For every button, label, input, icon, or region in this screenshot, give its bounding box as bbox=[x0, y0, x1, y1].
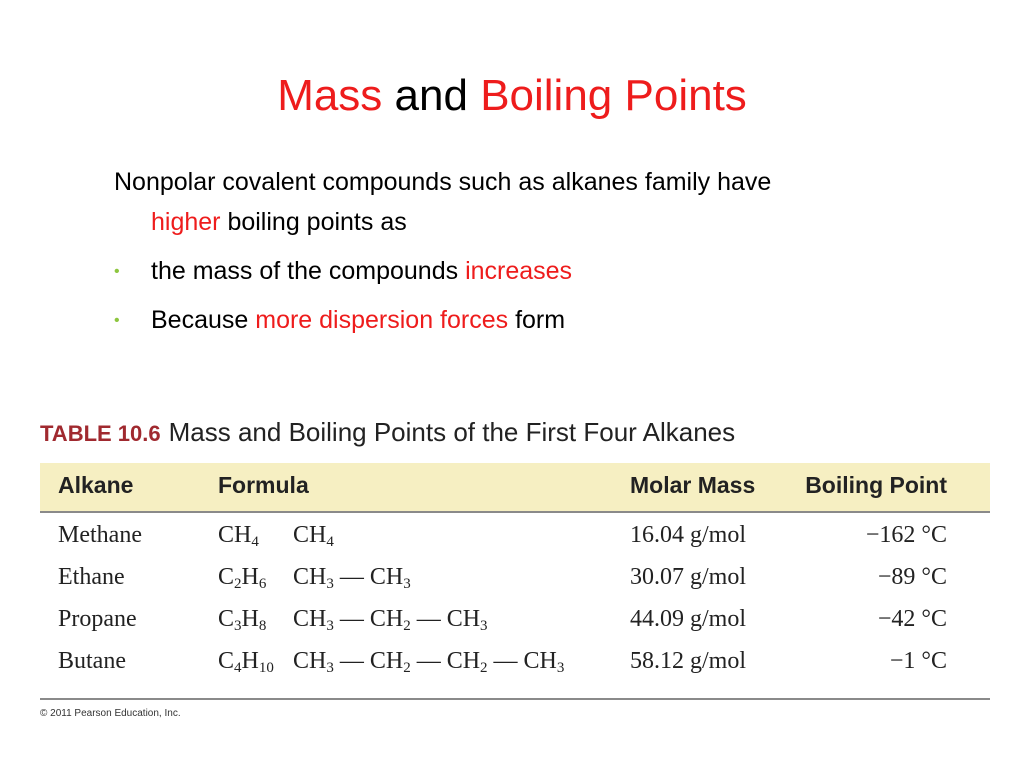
table-row bbox=[40, 602, 990, 642]
formula-cell: $C_2H_6$ bbox=[218, 564, 267, 592]
boiling-point-cell: −89 °C bbox=[877, 564, 947, 590]
bullet-item bbox=[114, 300, 565, 341]
table-header bbox=[40, 463, 990, 513]
bullet-text: Because bbox=[151, 306, 256, 334]
title-boiling-points: Boiling Points bbox=[480, 71, 747, 120]
header-boiling-point: Boiling Point bbox=[805, 472, 947, 498]
alkane-cell: Propane bbox=[58, 606, 137, 632]
header-molar-mass: Molar Mass bbox=[630, 472, 756, 498]
intro-rest: boiling points as bbox=[220, 208, 407, 236]
table-row bbox=[40, 518, 990, 558]
bullet-highlight: increases bbox=[465, 257, 573, 285]
alkane-cell: Ethane bbox=[58, 564, 125, 590]
molar-mass-cell: 58.12 g/mol bbox=[630, 648, 747, 674]
intro-paragraph bbox=[114, 162, 954, 242]
bullet-marker: • bbox=[114, 263, 120, 281]
intro-line: Nonpolar covalent compounds such as alkanes family have bbox=[114, 168, 772, 196]
table-row bbox=[40, 560, 990, 600]
bullet-after: form bbox=[508, 306, 566, 334]
molar-mass-cell: 30.07 g/mol bbox=[630, 564, 747, 590]
molar-mass-cell: 16.04 g/mol bbox=[630, 522, 747, 548]
table-caption bbox=[40, 414, 735, 452]
bullet-text: the mass of the compounds bbox=[151, 257, 466, 285]
bullet-marker: • bbox=[114, 312, 120, 330]
title-mass: Mass bbox=[277, 71, 383, 120]
boiling-point-cell: −1 °C bbox=[889, 648, 947, 674]
formula-cell: $C_3H_8$ bbox=[218, 606, 267, 634]
table-row bbox=[40, 644, 990, 684]
formula-cell: $CH_4$ bbox=[218, 522, 259, 550]
intro-continuation bbox=[114, 202, 954, 242]
structure-cell: $CH_3$ — $CH_2$ — $CH_3$ bbox=[293, 606, 488, 634]
bullet-highlight: more dispersion forces bbox=[255, 306, 509, 334]
slide-title bbox=[0, 68, 1024, 124]
table-label: TABLE 10.6 bbox=[40, 421, 161, 446]
alkane-cell: Methane bbox=[58, 522, 142, 548]
formula-cell: $C_4H_{10}$ bbox=[218, 648, 274, 676]
table-caption-text: Mass and Boiling Points of the First Four Alkanes bbox=[168, 417, 736, 447]
title-and: and bbox=[382, 71, 481, 120]
table-bottom-rule bbox=[40, 698, 990, 700]
molar-mass-cell: 44.09 g/mol bbox=[630, 606, 747, 632]
header-formula: Formula bbox=[218, 472, 309, 498]
header-alkane: Alkane bbox=[58, 472, 134, 498]
boiling-point-cell: −162 °C bbox=[865, 522, 947, 548]
alkane-cell: Butane bbox=[58, 648, 126, 674]
copyright-notice: © 2011 Pearson Education, Inc. bbox=[40, 708, 181, 719]
intro-higher: higher bbox=[151, 208, 221, 236]
bullet-item bbox=[114, 251, 572, 292]
structure-cell: $CH_3$ — $CH_3$ bbox=[293, 564, 411, 592]
boiling-point-cell: −42 °C bbox=[877, 606, 947, 632]
structure-cell: $CH_3$ — $CH_2$ — $CH_2$ — $CH_3$ bbox=[293, 648, 565, 676]
structure-cell: $CH_4$ bbox=[293, 522, 334, 550]
